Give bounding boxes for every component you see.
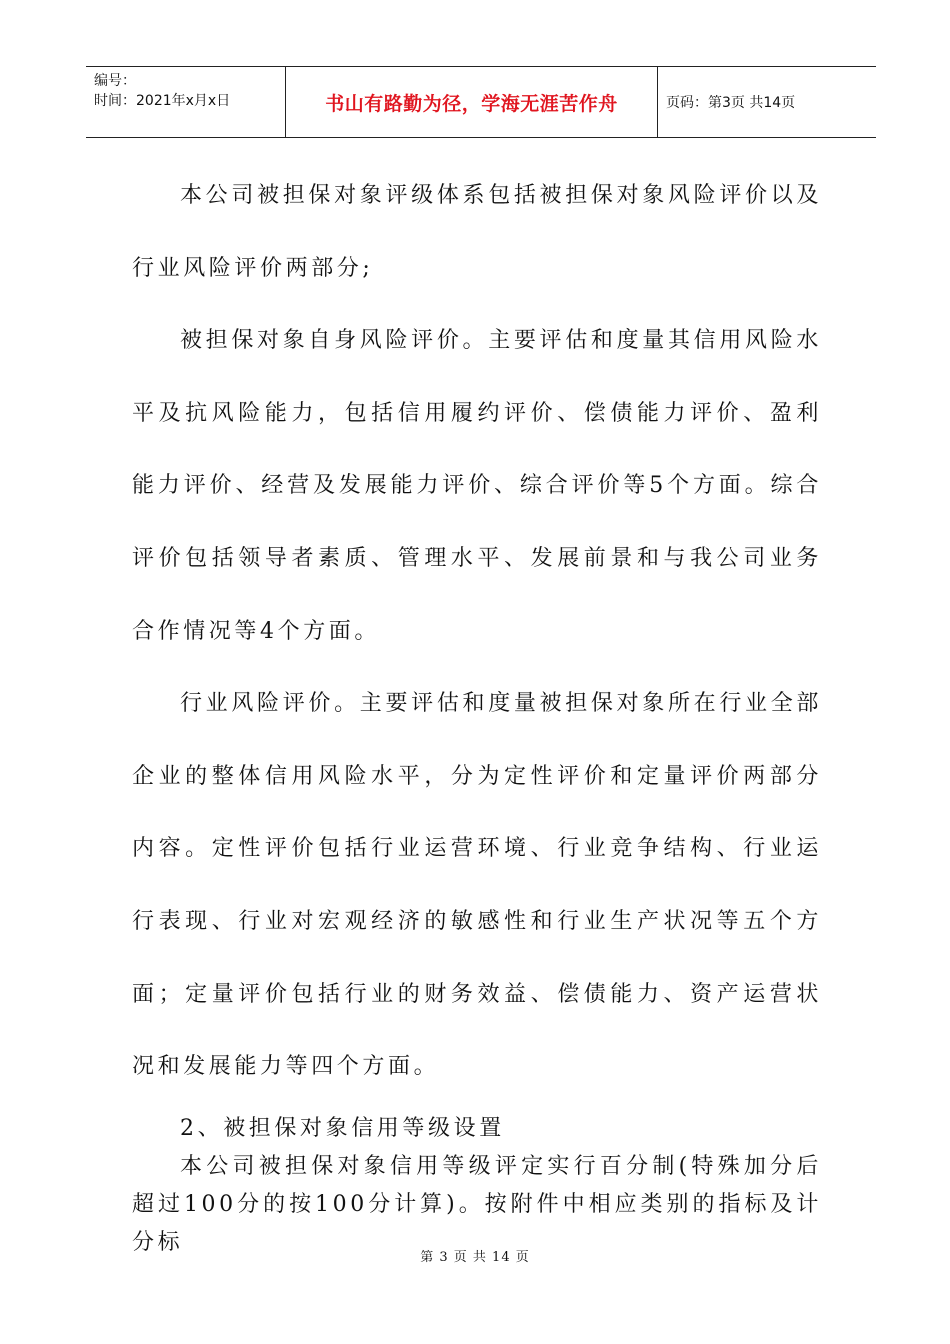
- page-header: [86, 66, 876, 138]
- header-meta: [86, 67, 286, 137]
- page-footer: 第 3 页 共 14 页: [420, 1250, 530, 1265]
- document-body: [132, 160, 822, 1262]
- section-heading: 2、被担保对象信用等级设置: [180, 1115, 505, 1141]
- paragraph-industry-risk: 行业风险评价。主要评估和度量被担保对象所在行业全部企业的整体信用风险水平，分为定性评价和定量评价两部分内容。定性评价包括行业运营环境、行业竞争结构、行业运行表现、行业对宏观经济的敏感性和行业生产状况等五个方面；定量评价包括行业的财务效益、偿债能力、资产运营状况和发展能力等四个方面。: [132, 691, 822, 1080]
- paragraph-rating-system: 本公司被担保对象评级体系包括被担保对象风险评价以及行业风险评价两部分;: [132, 183, 822, 281]
- header-page-info: 页码：第3页 共14页: [666, 95, 796, 111]
- header-motto: 书山有路勤为径，学海无涯苦作舟: [286, 67, 658, 137]
- document-time-label: 时间：2021年x月x日: [94, 93, 231, 109]
- document-number-label: 编号：: [94, 73, 136, 89]
- paragraph-credit-grade: 本公司被担保对象信用等级评定实行百分制(特殊加分后超过100分的按100分计算)。按附件中相应类别的指标及计分标: [132, 1153, 822, 1255]
- paragraph-self-risk: 被担保对象自身风险评价。主要评估和度量其信用风险水平及抗风险能力，包括信用履约评价、偿债能力评价、盈利能力评价、经营及发展能力评价、综合评价等5个方面。综合评价包括领导者素质、管理水平、发展前景和与我公司业务合作情况等4个方面。: [132, 328, 822, 644]
